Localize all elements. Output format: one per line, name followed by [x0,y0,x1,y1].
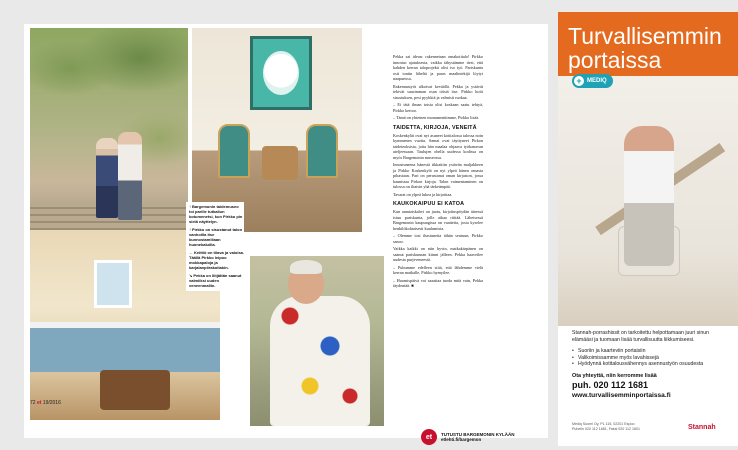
kitchen-counter [30,322,220,372]
hair [290,260,322,274]
paragraph: Kun aamiaiskahvi on juotu, kirjoituspöydän ääressä istuu pariskunta, jolle aikaa riittää. Läheisessä Bargemonin kaupungissa on vaatteita, josta kyselee henkilökohtaisesti kuulumisia. [393,209,483,231]
caption-room: ↑Pirkko on sisustanut talon vanhoilla itse kunnostamillaan huonekaluilla. [189,227,243,247]
page-number: 72 [30,400,36,406]
paragraph: – Tämä on yhteinen monumenttimme, Pirkko lisää. [393,115,479,120]
side-table [262,146,298,180]
garden-couple-photo [30,28,188,232]
paragraph: Koskenkylät ovat nyt asuneet kotitalossa talossa noin kymmenen vuotta. Samat ovat täyttyneet Pirkon taideteoksista, joita hän maalaa ohjaava työkanavan ateljeessaan. Taulujen ohella uudessa kodissa on myös Bargemonin museossa. [393,132,483,160]
ad-address [572,422,640,431]
arrow-icon: ↑ [189,227,191,232]
mediq-badge [572,74,613,88]
ad-website-link[interactable]: www.turvallisemminportaissa.fi [572,391,671,399]
mediq-label: MEDIQ [587,78,607,84]
paragraph: – Ei tätä ilman toista olisi koskaan saatu tehtyä, Pirkko kertoo. [393,102,483,113]
list-item: • Suoriin ja kaarteviin portaisiin [572,348,730,355]
stairlift-photo [558,76,738,326]
article-text-column [393,54,483,291]
article-page [24,24,548,442]
seated-man-figure [624,126,674,266]
ad-headline-line2: portaissa [568,47,662,73]
paragraph: Rakennustyöt alkoivat keväällä. Pekka ja ystävät tekivät suurimman osan töistä itse. Pirkko hoiti sisustuksen, pesi pyykkiä ja valmisti ruokaa. [393,83,483,100]
ad-phone-link[interactable]: puh. 020 112 1681 [572,379,649,390]
paragraph: Pekka sai idean: rakennetaan omakotitalo! Pirkko innostui ajatuksesta, vaikka tähystämme tiesi, että kahden kerran taloprojekti olisi iso työ. Pariskunta osti tontin läheltä ja paras maalintekijä löytyi naapurissa. [393,54,483,81]
man-figure [118,132,142,220]
ad-body [572,330,730,400]
man-with-boat-model-photo [250,256,384,426]
caption-man: ↘Pekka on liitjättän saanut valmiiksi uuden veneenmallin. [189,273,242,288]
arrow-icon: ↑ [189,204,191,209]
paragraph: Vaikka kaikki on niin hyvin, matkakärpänen on saanut pariskunnan kiinni jälleen. Pekka haaveilee uudesta purjeveneestä. [393,246,483,262]
advertisement-page [558,12,738,446]
arrow-icon: ← [189,250,193,255]
list-item: • Valikoimissamme myös lavahissejä [572,355,730,362]
armchair-left [218,124,250,178]
section-heading-wanderlust: KAUKOKAIPUU EI KATOA [393,201,465,207]
issue-number: 19/2016 [42,400,61,406]
arrow-icon: ↘ [189,273,193,278]
flower-painting [250,36,312,110]
ad-feature-list [572,348,730,368]
woman-figure [96,138,118,218]
magazine-name: et [36,400,42,406]
caption-kitchen: ←Keittiö on tilava ja valoisa. Täällä Pirkko leipoo mokkapaloja ja karjalanpiirakoitakin. [189,250,245,270]
paragraph: – Puhumme edelleen siitä, että lähdemme vielä kerran matkalle, Pirkko hymyilee. [393,264,483,275]
kitchen-window [94,260,132,308]
kitchen-table [100,370,170,410]
paragraph: Innostuneena hänestä tikkattiin ystävän maljakkeen ja Pirkko Koskenkylä on nyt ylpeä hänen omasta pihastaan. Pari on perustanut oman kirjaston, jossa kaunistaa Pirkon kirjoja. Talon vaimentaminen on tulossa on iltaisin yhä tärkeämpää. [393,162,483,189]
address-line1: Mediq Suomi Oy, PL 115, 02201 Espoo [572,422,635,426]
logo-line2: etlehti.fi/bargemon [441,437,482,442]
stannah-logo: Stannah [688,424,716,431]
ad-call-to-action: Ota yhteyttä, niin kerromme lisää [572,372,657,379]
ad-header [558,12,738,76]
logo-line1: TUTUSTU BARGEMONIN KYLÄÄN [441,431,515,437]
plus-cross-icon: + [574,76,584,86]
caption-garden: ↑Bargemonin taidemuseo toi parille tutkailun kotumenetsi, kun Pirkko pin sielä näyttelyn. [189,204,243,224]
ad-headline-line1: Turvallisemmin [568,23,722,49]
patterned-shirt [270,296,370,426]
paragraph: – Huomispäivä voi saaattaa tuoda mitä vain, Pekka täydentää. ■ [393,277,483,288]
logo-text [441,432,515,443]
paragraph: – Olemme tosi ihastuneita tähän seutuun, Pirkko sanoo. [393,233,483,244]
address-line2: Puhelin 020 112 1681, Faksi 020 112 1601 [572,426,641,431]
paragraph: Tavarat on ylpeä lukea ja kirjoittaa. [393,191,453,197]
page-folio [30,400,61,406]
ad-intro: Stannah-porrashissit on tarkoitettu helpottamaan juuri sinun elämääsi ja tuomaan lisää turvallisuutta liikkumiseesi. [572,330,709,343]
section-heading-art: TAIDETTA, KIRJOJA, VENEITÄ [393,124,477,131]
photo-captions [186,202,244,291]
et-logo-icon: et [421,429,437,445]
armchair-right [306,124,338,178]
list-item: • Hyödynnä kotitalousvähennys asennustyön osuudesta [572,361,730,368]
bargemon-web-link[interactable] [421,429,531,445]
ad-headline [568,24,722,72]
